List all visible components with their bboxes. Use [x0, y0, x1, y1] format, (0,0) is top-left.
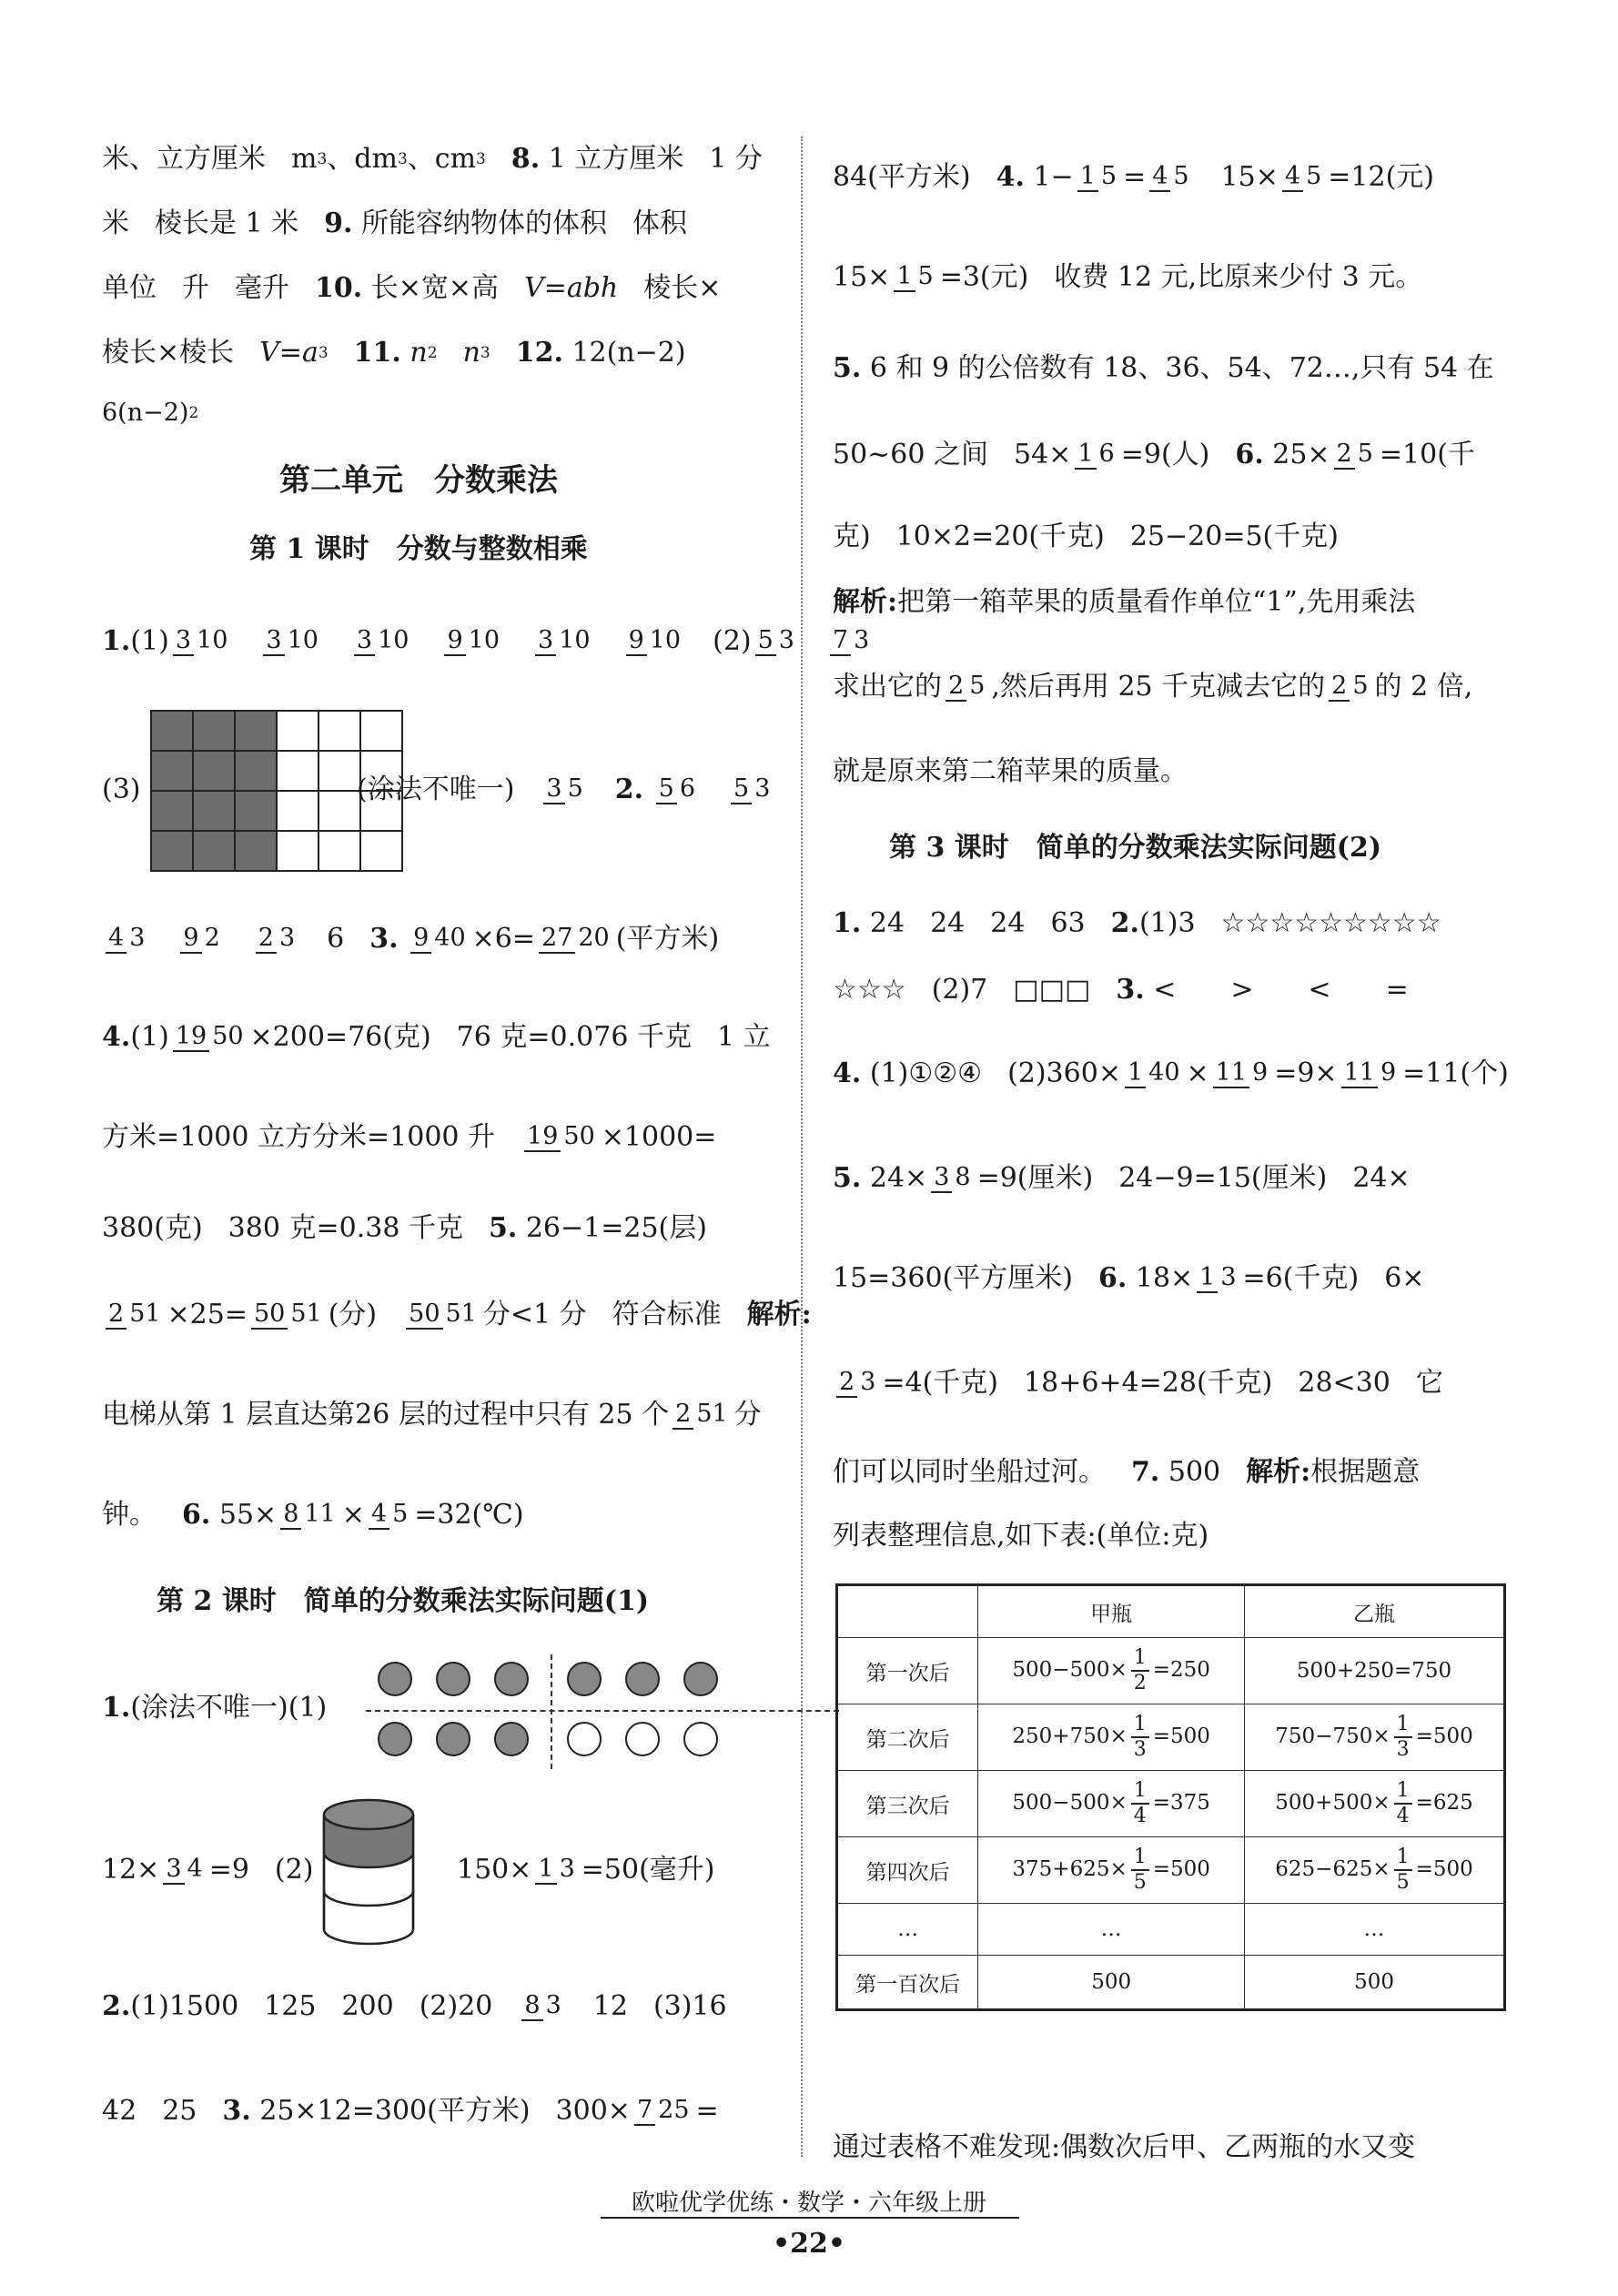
text-line: 6(n−2) 2: [102, 399, 199, 427]
text-line: ☆☆☆ (2)7 □□□ 3. < > < =: [833, 974, 1409, 1006]
text-line: 米、立方厘米 m 3 、dm 3 、cm 3 8. 1 立方厘米 1 分: [102, 143, 763, 175]
l2q3-line: 42 25 3. 25×12=300(平方米) 300× 7 25 =: [102, 2095, 719, 2127]
lesson-title: 第 3 课时 简单的分数乘法实际问题(2): [889, 832, 1382, 864]
circle-empty: [683, 1722, 718, 1756]
table-header-cell: [837, 1585, 978, 1638]
text-line: 解析: 把第一箱苹果的质量看作单位“1”,先用乘法: [833, 586, 1416, 618]
table-header-cell: 乙瓶: [1245, 1585, 1505, 1638]
q1-line: 1. (1) 3 10 3 10 3 10 9 10 3 10 9 10 (2) 5 3 7 3: [102, 625, 870, 657]
table-cell: 625−625× $\frac{1}{5}$ =500: [1245, 1837, 1505, 1904]
row-label: 第一百次后: [837, 1956, 978, 2010]
text-line: 棱长×棱长 V=a 3 11. n 2 n 3 12. 12(n−2): [102, 337, 686, 369]
table-row: [837, 1904, 1505, 1956]
table-row: [837, 1837, 1505, 1904]
l2q1-label: 1. (涂法不唯一)(1): [102, 1692, 328, 1724]
q2-line: 4 3 9 2 2 3 6 3. 9 40 ×6= 27 20 (平方米): [102, 921, 719, 957]
row-label: 第三次后: [837, 1771, 978, 1837]
dashed-line: [366, 1710, 839, 1712]
text-line: 就是原来第二箱苹果的质量。: [833, 755, 1188, 787]
table-cell: 500+250=750: [1245, 1638, 1505, 1704]
table-cell: 500: [978, 1956, 1245, 2010]
text-line: 84(平方米) 4. 1− 1 5 = 4 5 15× 4 5 =12(元): [833, 161, 1434, 193]
left-column: [102, 0, 870, 2184]
text-line: 们可以同时坐船过河。 7. 500 解析: 根据题意: [833, 1456, 1421, 1488]
text-line: 求出它的 2 5 ,然后再用 25 千克减去它的 2 5 的 2 倍,: [833, 671, 1473, 703]
l2q1-line: 12× 3 4 =9 (2): [102, 1854, 314, 1886]
lesson-title: 第 1 课时 分数与整数相乘: [249, 533, 588, 565]
text-line: 15× 1 5 =3(元) 收费 12 元,比原来少付 3 元。: [833, 261, 1423, 293]
cylinder-diagram: [319, 1795, 419, 1954]
text-line: 50~60 之间 54× 1 6 =9(人) 6. 25× 2 5 =10(千: [833, 439, 1475, 470]
circle-filled: [567, 1662, 602, 1696]
q5-line: 2 51 ×25= 50 51 (分) 50 51 分<1 分 符合标准 解析:: [102, 1297, 812, 1333]
data-table: [835, 1583, 1506, 2011]
text-line: 单位 升 毫升 10. 长×宽×高 V=abh 棱长×: [102, 272, 722, 304]
text-line: 1. 24 24 24 63 2. (1)3 ☆☆☆☆☆☆☆☆☆: [833, 907, 1441, 939]
circle-filled: [378, 1662, 412, 1696]
footer-title: 欧啦优学优练・数学・六年级上册: [631, 2190, 986, 2217]
table-row: [837, 1638, 1505, 1704]
l2q1-line: 150× 1 3 =50(毫升): [457, 1854, 715, 1886]
table-cell: 250+750× $\frac{1}{3}$ =500: [978, 1704, 1245, 1771]
circle-filled: [683, 1662, 718, 1696]
text-line: 5. 24× 3 8 =9(厘米) 24−9=15(厘米) 24×: [833, 1162, 1411, 1194]
circle-filled: [494, 1662, 529, 1696]
unit-title: 第二单元 分数乘法: [279, 462, 558, 499]
right-column: [833, 0, 1579, 2184]
table-row: [837, 1704, 1505, 1771]
table-row: [837, 1956, 1505, 2010]
footer-rule: [601, 2217, 1019, 2219]
l2q2-line: 2. (1)1500 125 200 (2)20 8 3 12 (3)16: [102, 1990, 727, 2022]
text-line: 克) 10×2=20(千克) 25−20=5(千克): [833, 521, 1339, 552]
circle-filled: [494, 1722, 529, 1756]
table-cell: 500−500× $\frac{1}{4}$ =375: [978, 1771, 1245, 1837]
circle-filled: [436, 1722, 470, 1756]
q6-line: 钟。 6. 55× 8 11 × 4 5 =32(℃): [102, 1499, 524, 1531]
q1-part3: (涂法不唯一) 3 5 2. 5 6 5 3: [357, 774, 771, 805]
text-line: 通过表格不难发现:偶数次后甲、乙两瓶的水又变: [833, 2131, 1416, 2163]
text-line: 5. 6 和 9 的公倍数有 18、36、54、72…,只有 54 在: [833, 352, 1494, 384]
row-label: 第一次后: [837, 1638, 978, 1704]
text-line: 4. (1)①②④ (2)360× 1 40 × 11 9 =9× 11 9 =11(个): [833, 1057, 1509, 1089]
text-line: 列表整理信息,如下表:(单位:克): [833, 1520, 1209, 1552]
text-line: 15=360(平方厘米) 6. 18× 1 3 =6(千克) 6×: [833, 1262, 1425, 1294]
q4-line: 4. (1) 19 50 ×200=76(克) 76 克=0.076 千克 1 立: [102, 1021, 771, 1053]
circle-empty: [567, 1722, 602, 1756]
row-label: 第四次后: [837, 1837, 978, 1904]
q4-line: 方米=1000 立方分米=1000 升 19 50 ×1000=: [102, 1121, 717, 1153]
table-cell: 375+625× $\frac{1}{5}$ =500: [978, 1837, 1245, 1904]
text-line: 米 棱长是 1 米 9. 所能容纳物体的体积 体积: [102, 207, 688, 239]
table-cell: 750−750× $\frac{1}{3}$ =500: [1245, 1704, 1505, 1771]
q5-line: 电梯从第 1 层直达第26 层的过程中只有 25 个 2 51 分: [102, 1399, 762, 1431]
table-header-cell: 甲瓶: [978, 1585, 1245, 1638]
dashed-line: [551, 1654, 552, 1769]
table-cell: 500−500× $\frac{1}{2}$ =250: [978, 1638, 1245, 1704]
text-line: 2 3 =4(千克) 18+6+4=28(千克) 28<30 它: [833, 1365, 1443, 1401]
row-label: 第二次后: [837, 1704, 978, 1771]
page-number: •22•: [772, 2228, 846, 2260]
q1-part3-label: (3): [102, 774, 141, 805]
q4-line: 380(克) 380 克=0.38 千克 5. 26−1=25(层): [102, 1212, 707, 1244]
table-row: [837, 1771, 1505, 1837]
circle-filled: [378, 1722, 412, 1756]
lesson-title: 第 2 课时 简单的分数乘法实际问题(1): [157, 1585, 650, 1617]
circle-filled: [436, 1662, 470, 1696]
table-cell: …: [1245, 1904, 1505, 1956]
table-cell: …: [978, 1904, 1245, 1956]
table-cell: 500: [1245, 1956, 1505, 2010]
circle-empty: [625, 1722, 660, 1756]
row-label: …: [837, 1904, 978, 1956]
circle-filled: [625, 1662, 660, 1696]
table-cell: 500+500× $\frac{1}{4}$ =625: [1245, 1771, 1505, 1837]
